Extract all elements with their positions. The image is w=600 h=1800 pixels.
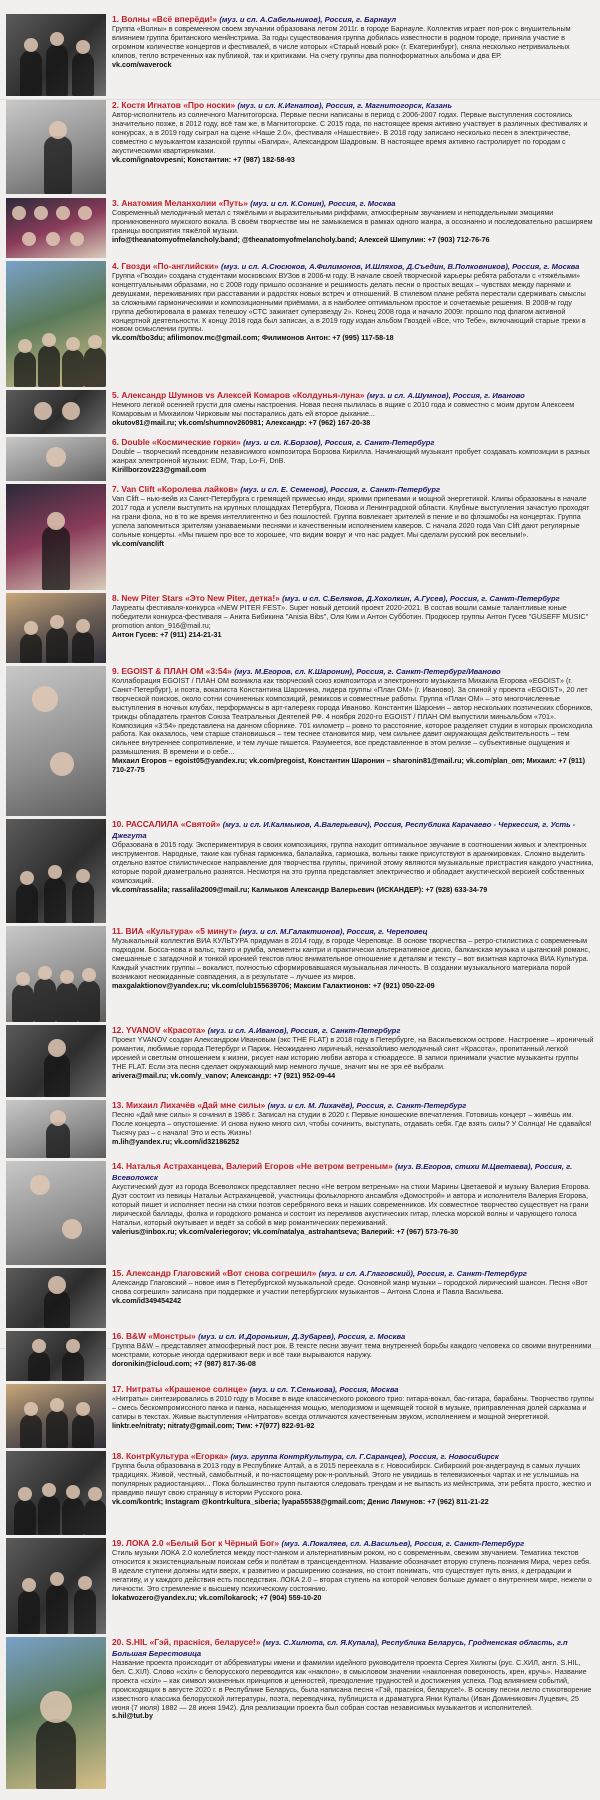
artist-head bbox=[48, 1276, 66, 1294]
band-member-figure bbox=[12, 984, 34, 1022]
artist-head bbox=[32, 686, 58, 712]
entry-credits: (муз. и сл. Е. Семенов), Россия, г. Санкт-Петербург bbox=[240, 485, 441, 494]
entry-contacts: maxgalaktionov@yandex.ru; vk.com/club155639706; Максим Галактионов: +7 (921) 050-22-09 bbox=[112, 980, 435, 990]
artist-head bbox=[62, 1219, 82, 1239]
entry-name: КонтрКультура «Егорка» bbox=[125, 1451, 229, 1461]
entry-name: Анатомия Меланхолии «Путь» bbox=[121, 198, 248, 208]
band-photo bbox=[6, 261, 106, 387]
entry-text bbox=[112, 666, 594, 816]
band-member-head bbox=[22, 232, 36, 246]
band-photo bbox=[6, 1331, 106, 1381]
artist-photo bbox=[6, 666, 106, 816]
entry-text bbox=[112, 1268, 594, 1328]
artist-figure bbox=[44, 136, 72, 194]
entry-description: Музыкальный коллектив ВИА КУЛЬТУРА придуман в 2014 году, в городе Череповце. В основе творчества – ретро-стилистика с современным подходом. Босса-нова и вальс, танго и румба, элементы кантри и практически альтернативное диско, балканская музыка и цыганский романс, смешанные с загадочной и тонкой иронией текстов плюс внимательное отношение к деталям и тексту – вот визитная карточка ВИА Культура. Каждый участник группы – вокалист, полностью сформировавшаяся музыкальная личность. В создании музыкального материала порой возникают неожиданные совпадения, а в результате – лучшее из миров. bbox=[112, 936, 591, 981]
entry-name: Михаил Лихачёв «Дай мне силы» bbox=[125, 1100, 266, 1110]
band-member-head bbox=[48, 865, 62, 879]
band-member-head bbox=[24, 1402, 38, 1416]
entry-number: 9. bbox=[112, 666, 119, 676]
entry-text bbox=[112, 1384, 594, 1448]
artist-head bbox=[50, 1110, 66, 1126]
track-entry-12 bbox=[6, 1025, 594, 1097]
entry-credits: (муз. и сл. И.Калмыков, А.Валерьевич), Россия, Республика Карачаево - Черкессия, г. Усть - Джегута bbox=[112, 820, 576, 840]
entry-contacts: Kirillborzov223@gmail.com bbox=[112, 464, 207, 474]
entry-description: Александр Глаговский – новое имя в Петербургской музыкальной среде. Основной жанр музыки – городской лирический шансон. Песня «Вот снова согрешил» записана при поддержке и участии петербургских музыкантов – Антона Слона и Павла Васильева. bbox=[112, 1278, 588, 1296]
entry-name: Нитраты «Крашеное солнце» bbox=[125, 1384, 248, 1394]
band-member-head bbox=[34, 206, 48, 220]
entry-contacts: vk.com/id349454242 bbox=[112, 1295, 182, 1305]
band-photo bbox=[6, 593, 106, 663]
entry-description: Группа «Волны» в современном своем звучании образована летом 2011г. в городе Барнауле. Коллектив играет поп-рок с внушительным влиянием группа британского менйнстрима. За годы существования группа добилась известности в родном городе, приняла участие в огромном количестве концертов и фестивалей, в числе которых «Старый новый рок» (г. Екатеринбург), сняла несколько нетривиальных клипов, тепло встреченных как публикой, так и критиками. На счету группы два полноформатных альбома и два ЕР. bbox=[112, 24, 571, 60]
entry-number: 18. bbox=[112, 1451, 124, 1461]
entry-credits: (муз. и сл. А.Сабельников), Россия, г. Барнаул bbox=[219, 15, 397, 24]
entry-title bbox=[112, 1161, 594, 1183]
band-photo bbox=[6, 1538, 106, 1634]
band-member-figure bbox=[18, 1590, 40, 1634]
entry-text bbox=[112, 261, 594, 387]
entry-credits: (муз. и сл. А.Шумнов), Россия, г. Иваново bbox=[366, 391, 525, 400]
artist-head bbox=[48, 1039, 66, 1057]
entry-contacts: s.hil@tut.by bbox=[112, 1711, 153, 1721]
entry-text bbox=[112, 1451, 594, 1535]
track-entry-7 bbox=[6, 484, 594, 590]
band-member-figure bbox=[44, 877, 66, 923]
artist-photo bbox=[6, 100, 106, 194]
band-member-head bbox=[88, 335, 102, 349]
artist-figure bbox=[46, 1122, 70, 1158]
band-member-figure bbox=[84, 347, 106, 387]
band-member-figure bbox=[38, 1495, 60, 1535]
entry-text bbox=[112, 1331, 594, 1381]
entry-description: Песню «Дай мне силы» я сочинил в 1986 г. Записал на студии в 2020 г. Первые юношеские впечатления. Готовишь концерт – живёшь им. После концерта – опустошение. И снова нужно много сил, чтобы сочинить, выступать, отдавать себя. Где взять силы? У Солнца! Не сдавайся! Тысячу раз – с начала! Это и есть Жизнь! bbox=[112, 1110, 592, 1137]
entry-credits: (муз. С.Хилюта, сл. Я.Купала), Республика Беларусь, Гродненская область, г.п Большая Берестовица bbox=[112, 1638, 568, 1658]
entry-credits: (муз. и сл. А.Иванов), Россия, г. Санкт-Петербург bbox=[207, 1026, 401, 1035]
band-member-head bbox=[50, 32, 64, 46]
entry-text bbox=[112, 437, 594, 481]
band-member-head bbox=[76, 869, 90, 883]
band-member-head bbox=[76, 619, 90, 633]
band-member-head bbox=[76, 1402, 90, 1416]
band-member-head bbox=[70, 232, 84, 246]
entry-contacts: vk.com/waverock bbox=[112, 59, 172, 69]
band-member-head bbox=[24, 38, 38, 52]
track-entry-8 bbox=[6, 593, 594, 663]
band-member-head bbox=[76, 40, 90, 54]
entry-name: New Piter Stars «Это New Piter, детка!» bbox=[121, 593, 280, 603]
band-member-head bbox=[38, 966, 52, 980]
entry-credits: (муз. и сл. С.Беляков, Д.Хохолкин, А.Гусев), Россия, г. Санкт-Петербург bbox=[282, 594, 560, 603]
track-entry-3 bbox=[6, 198, 594, 258]
entry-credits: (муз. и сл. К.Игнатов), Россия, г. Магнитогорск, Казань bbox=[237, 101, 452, 110]
entry-name: Наталья Астраханцева, Валерий Егоров «Не ветром ветреным» bbox=[125, 1161, 393, 1171]
band-member-figure bbox=[72, 1414, 94, 1448]
track-entry-11 bbox=[6, 926, 594, 1022]
entry-name: Александр Глаговский «Вот снова согрешил» bbox=[125, 1268, 317, 1278]
entry-number: 10. bbox=[112, 819, 124, 829]
entry-name: S.HIL «Гэй, прасніся, беларусе!» bbox=[125, 1637, 261, 1647]
band-member-figure bbox=[46, 44, 68, 96]
entry-number: 2. bbox=[112, 100, 119, 110]
band-member-head bbox=[78, 1576, 92, 1590]
band-member-head bbox=[32, 1339, 46, 1353]
entry-contacts: Антон Гусев: +7 (911) 214-21-31 bbox=[112, 629, 222, 639]
band-member-head bbox=[46, 232, 60, 246]
band-member-head bbox=[56, 206, 70, 220]
singer-figure bbox=[42, 526, 70, 590]
entry-description: Стиль музыки ЛОКА 2.0 колеблется между пост-панком и альтернативным роком, но с современным, свежим звучанием. Тематика текстов относится к экзистенциальным поискам себя и полётам в трансцендентном. Название обозначает вторую ступень познания Мира, через себя. В идеале ступени должны идти вверх, к развитию и расширению сознания, но стоит понимать, что существует путь вниз, к деградации и негативу, и у каждого действия есть последствия. ЛОКА 2.0 – вторая ступень на которой человек больше думает о внутреннем мире, нежели о личности. Это стремление к высшему психическому состоянию. bbox=[112, 1548, 592, 1593]
artist-photo bbox=[6, 1637, 106, 1789]
entry-name: Гвозди «По-английски» bbox=[121, 261, 219, 271]
entry-credits: (муз. и сл. К.Сонин), Россия, г. Москва bbox=[250, 199, 396, 208]
band-photo bbox=[6, 1451, 106, 1535]
entry-name: ЛОКА 2.0 «Белый Бог к Чёрный Бог» bbox=[125, 1538, 280, 1548]
entry-contacts: vk.com/vanclift bbox=[112, 538, 164, 548]
band-member-figure bbox=[72, 631, 94, 663]
track-entry-2 bbox=[6, 100, 594, 194]
artist-head bbox=[49, 121, 67, 139]
entry-name: Волны «Всё вперёди!» bbox=[121, 14, 218, 24]
entry-description: Автор-исполнитель из солнечного Магнитогорска. Первые песни написаны в период с 2006-2007 годах. Первые выступления состоялись значительно позже, в 2012 году, всё там же, в Магнитогорске. С 2015 года, по настоящее время активно участвует в различных фестивалях и конкурсах, а в 2019 году сыграл на сцене «Наше 2.0», фестиваля «Нашествие». В 2018 году записано несколько песен в электричестве, совместно с музыкантом казанской группы «Багира», Александром Шадровым. В настоящее время активно гастролирует по городам с акустическими квартирниками. bbox=[112, 110, 588, 155]
band-member-head bbox=[42, 333, 56, 347]
band-member-head bbox=[18, 339, 32, 353]
entry-text bbox=[112, 926, 594, 1022]
entry-credits: (муз. и сл. И.Доронькин, Д.Зубарев), Россия, г. Москва bbox=[198, 1332, 406, 1341]
entry-name: B&W «Монстры» bbox=[125, 1331, 196, 1341]
entry-number: 11. bbox=[112, 926, 124, 936]
entry-contacts: lokatwozero@yandex.ru; vk.com/lokarock; +7 (904) 559-10-20 bbox=[112, 1592, 322, 1602]
band-member-head bbox=[78, 206, 92, 220]
band-member-figure bbox=[38, 345, 60, 387]
entry-contacts: vk.com/tbo3du; afilimonov.mc@gmail.com; Филимонов Антон: +7 (995) 117-58-18 bbox=[112, 333, 394, 343]
entry-contacts: valerius@inbox.ru; vk.com/valeriegorov; vk.com/natalya_astrahantseva; Валерий: +7 (967) 573-76-30 bbox=[112, 1226, 459, 1236]
band-photo bbox=[6, 819, 106, 923]
track-entry-13 bbox=[6, 1100, 594, 1158]
band-member-head bbox=[66, 1339, 80, 1353]
entry-credits: (муз. и сл. А.Сюсюков, А.Филимонов, И.Шляхов, Д.Съедин, В.Полковников), Россия, г. Москва bbox=[221, 262, 580, 271]
entry-text bbox=[112, 1161, 594, 1265]
band-member-figure bbox=[20, 633, 42, 663]
entry-number: 17. bbox=[112, 1384, 124, 1394]
entry-contacts: m.lih@yandex.ru; vk.com/id32186252 bbox=[112, 1136, 240, 1146]
entry-number: 19. bbox=[112, 1538, 124, 1548]
track-entry-18 bbox=[6, 1451, 594, 1535]
track-entry-6 bbox=[6, 437, 594, 481]
entry-number: 3. bbox=[112, 198, 119, 208]
entry-description: Группа была образована в 2013 году в Республике Алтай, а в 2015 переехала в г. Новосибирск. Сибирский рок-андеграунд в самых лучших традициях. Живой, честный, самобытный, и по-настоящему рок-н-ролльный. Этого не увидишь в телевизионных чартах и не услышишь на популярных радиостанциях... Пока большинство групп пытаются следовать трендам и не выпасть из мейнстрима, эти ребята просто, жестко и правдиво пишут свою страницу в истории Русского рока. bbox=[112, 1461, 592, 1497]
band-member-figure bbox=[78, 980, 100, 1022]
entry-description: «Нитраты» синтезировались в 2010 году в Москве в виде классического рокового трио: гитара-вокал, бас-гитара, барабаны. Творчество группы – смесь бескомпромиссного панка и панка, насыщенная мощью, мелодизмом и щемящей тоской в музыке, приправленная долей сарказма и сатиры в текстах. Живые выступления «Нитратов» всегда отличаются качественным звуком, исполнением и мощной энергетикой. bbox=[112, 1394, 594, 1421]
entry-description: Образована в 2015 году. Экспериментируя в своих композициях, группа находит оптимальное звучание в соотношении живых и электронных инструментов. Народные, такие как губная гармоника, балалайка, гармошка, вольны также присутствуют в аранжировках. Сложно выделить отдельно взятое стилистическое направление для творчества группы, причиной этому являются музыкальные пристрастия каждого участника, которые порой диаметрально разнятся. Несмотря на это группа представляет электричество и обладает акустической версией собственных композиций. bbox=[112, 840, 594, 885]
entry-name: YVANOV «Красота» bbox=[125, 1025, 206, 1035]
entry-description: Акустический дуэт из города Всеволожск представляет песню «Не ветром ветреным» на стихи Марины Цветаевой и музыку Валерия Егорова. Дуэт состоит из певицы Натальи Астраханцевой, участницы фольклорного ансамбля «Домострой» и автора и исполнителя Валерия Егорова, который пишет и исполняет песни на стихи поэтов серебряного века и наших современников. Их совместное творчество существует на грани лирической баллады, фолка и городского романса и состоит из переливов акустических гитар, плеска морской волны и чарующего голоса Натальи, который окутывает и ведёт за собой в мир романтических переживаний. bbox=[112, 1182, 591, 1227]
track-entry-17 bbox=[6, 1384, 594, 1448]
entry-contacts: info@theanatomyofmelancholy.band; @theanatomyofmelancholy.band; Алексей Шипулин: +7 (903) 712-76-76 bbox=[112, 234, 490, 244]
entry-name: Костя Игнатов «Про носки» bbox=[121, 100, 236, 110]
entry-number: 4. bbox=[112, 261, 119, 271]
entry-contacts: doronikin@icloud.com; +7 (987) 817-36-08 bbox=[112, 1358, 256, 1368]
track-entry-14 bbox=[6, 1161, 594, 1265]
entry-credits: (муз. и сл. М.Галактионов), Россия, г. Череповец bbox=[239, 927, 428, 936]
track-entry-9 bbox=[6, 666, 594, 816]
entry-description: Группа «Гвозди» создана студентами московских ВУЗов в 2006-м году. В начале своей творческой карьеры ребята работали с «тяжёлыми» концептуальными образами, но с 2008 году пришло осознание и решимость делать песни о простых вещах – чувствах между парнями и девушками, переживаниях при расставании и радостях новых встреч и отношений. В стилевом плане ребята перестали сдерживать смыслы за сложными гармоническими и композиционными приёмами, а в наиболее оптимальном простое и сочетаемые решения. В 2008-м году группа дебютировала в рамках телешоу «СТС зажигает суперзвезду 2». Конец 2008 года и начало 2009г. прошло под флагом активной концертной деятельности. К концу 2018 года был записан, а в 2019 году издан альбом Гвоздей «Все, что Тебе», включающий старые треки в новом осмыслении группы. bbox=[112, 271, 586, 334]
band-member-figure bbox=[46, 627, 68, 663]
band-member-figure bbox=[56, 982, 78, 1022]
band-member-figure bbox=[16, 883, 38, 923]
entry-text bbox=[112, 484, 594, 590]
band-photo bbox=[6, 484, 106, 590]
artist-photo bbox=[6, 437, 106, 481]
band-member-head bbox=[42, 1483, 56, 1497]
band-member-figure bbox=[72, 52, 94, 96]
band-photo bbox=[6, 1384, 106, 1448]
band-member-figure bbox=[72, 881, 94, 923]
entry-description: Название проекта происходит от аббревиатуры имени и фамилии идейного руководителя проекта Сергея Хилюты (рус. С.ХИЛ, англ. S.HIL, бел. С.ХІЛ). Слово «схіл» с белорусского переводится как «наклон», в смысловом значении «наклонная поверхность, крен, кручь». Название проекта «схіл» – как символ жизненных принципов и ценностей, преодоление трудностей и достижения успеха. Под влиянием событий, происходящих в августе 2020 г. в Республике Беларусь, была написана песня «Гэй, прасніся, беларусе!». В основу песни легло стихотворение известного классика белорусской литературы, поэта, переводчика, публициста и драматурга Янки Купалы (Иван Доминикович Луцевич, 25 июня (7 июля) 1882 — 28 июня 1942). Для реализации проекта был собран состав независимых музыкантов и исполнителей. bbox=[112, 1658, 592, 1712]
entry-text bbox=[112, 14, 594, 96]
entry-name: Van Clift «Королева лайков» bbox=[121, 484, 239, 494]
entry-credits: (муз. группа КонтрКультура, сл. Г.Саранцев), Россия, г. Новосибирск bbox=[230, 1452, 499, 1461]
entry-credits: (муз. и сл. А.Глаговский), Россия, г. Санкт-Петербург bbox=[318, 1269, 527, 1278]
entry-credits: (муз. и сл. М. Лихачёв), Россия, г. Санкт-Петербург bbox=[267, 1101, 467, 1110]
band-member-figure bbox=[46, 1584, 68, 1634]
entry-credits: (муз. М.Егоров, сл. К.Шаронин), Россия, г. Санкт-Петербург/Иваново bbox=[234, 667, 501, 676]
band-member-head bbox=[20, 871, 34, 885]
entry-text bbox=[112, 1025, 594, 1097]
band-member-figure bbox=[84, 1499, 106, 1535]
band-member-figure bbox=[14, 1499, 36, 1535]
track-entry-10 bbox=[6, 819, 594, 923]
singer-head bbox=[47, 512, 65, 530]
entry-contacts: linktr.ee/nitraty; nitraty@gmail.com; Тим: +7(977) 822-91-92 bbox=[112, 1420, 315, 1430]
band-member-figure bbox=[74, 1588, 96, 1634]
entry-credits: (муз. А.Покаляев, сл. А.Васильев), Россия, г. Санкт-Петербург bbox=[281, 1539, 525, 1548]
entry-text bbox=[112, 1538, 594, 1634]
band-member-figure bbox=[28, 1351, 50, 1381]
entry-text bbox=[112, 593, 594, 663]
band-member-figure bbox=[20, 1414, 42, 1448]
entry-text bbox=[112, 1637, 594, 1789]
track-entry-20 bbox=[6, 1637, 594, 1789]
entry-credits: (муз. В.Егоров, стихи М.Цветаева), Россия, г. Всеволожск bbox=[112, 1162, 573, 1182]
track-entry-4 bbox=[6, 261, 594, 387]
band-member-figure bbox=[34, 978, 56, 1022]
entry-description: Проект YVANOV создан Александром Ивановым (экс THE FLAT) в 2018 году в Петербурге, на Васильевском острове. Настроение – ироничный романтик, любимые города Петербург и Париж. Неожиданно лиричный, неназойливо мелодичный синт «Красота», пропитанный легкой иронией и светлым отношением к жизни, рисует нам историю любви автора к стюардессе. В записи принимали участие музыканты группы THE FLAT. Если эта песня сделает окружающий мир немного лучше, значит мы не зря её выбрали. bbox=[112, 1035, 594, 1071]
entry-number: 8. bbox=[112, 593, 119, 603]
entry-contacts: arivera@mail.ru; vk.com/y_vanov; Александр: +7 (921) 952-09-44 bbox=[112, 1070, 336, 1080]
entry-description: Современный мелодичный метал с тяжёлыми и выразительными риффами, атмосферным звучанием и неподдельными эмоциями проникновенного мужского вокала. В своём творчестве мы не замыкаемся в рамках одного жанра, а осознанно и последовательно расширяем границы восприятия тяжёлой музыки. bbox=[112, 208, 593, 235]
track-entry-16 bbox=[6, 1331, 594, 1381]
artist-head bbox=[40, 1691, 72, 1723]
band-member-figure bbox=[62, 349, 84, 387]
entry-number: 16. bbox=[112, 1331, 124, 1341]
track-entry-19 bbox=[6, 1538, 594, 1634]
entry-credits: (муз. и сл. К.Борзов), Россия, г. Санкт-Петербург bbox=[243, 438, 435, 447]
band-member-head bbox=[82, 968, 96, 982]
entry-number: 14. bbox=[112, 1161, 124, 1171]
band-member-head bbox=[50, 615, 64, 629]
band-member-head bbox=[60, 970, 74, 984]
entry-number: 20. bbox=[112, 1637, 124, 1647]
artist-figure bbox=[44, 1290, 70, 1328]
entry-number: 5. bbox=[112, 390, 119, 400]
entry-number: 7. bbox=[112, 484, 119, 494]
entry-text bbox=[112, 1100, 594, 1158]
artist-photo bbox=[6, 1100, 106, 1158]
entry-description: Лауреаты фестиваля-конкурса «NEW PITER FEST». Super новый детский проект 2020-2021. В состав вошли самые талантливые юные победители конкурса-фестиваля – Анита Бибикина "Anisia Bibs", Оля Ким и Антон Субботин. Продюсер группы Антон Гусев "GUSEFF MUSIC" promotion anton_916@mail.ru; bbox=[112, 603, 589, 630]
band-member-figure bbox=[62, 1497, 84, 1535]
band-photo bbox=[6, 926, 106, 1022]
band-member-head bbox=[66, 337, 80, 351]
band-member-head bbox=[22, 1578, 36, 1592]
entry-name: РАССАЛИЛА «Святой» bbox=[125, 819, 221, 829]
entry-number: 12. bbox=[112, 1025, 124, 1035]
entry-description: Double – творческий псевдоним независимого композитора Борзова Кирилла. Начинающий музыкант пробует создавать композиции в разных жанрах электронной музыки: EDM, Trap, Lo-Fi, DnB. bbox=[112, 447, 590, 465]
artist-photo bbox=[6, 1025, 106, 1097]
entry-number: 6. bbox=[112, 437, 119, 447]
entry-text bbox=[112, 198, 594, 258]
entry-number: 1. bbox=[112, 14, 119, 24]
band-member-head bbox=[50, 1572, 64, 1586]
entry-title bbox=[112, 819, 594, 841]
entry-name: EGOIST & ПЛАН ОМ «3:54» bbox=[121, 666, 232, 676]
band-member-figure bbox=[62, 1351, 84, 1381]
entry-credits: (муз. и сл. Т.Сенькова), Россия, Москва bbox=[249, 1385, 399, 1394]
band-photo bbox=[6, 198, 106, 258]
artist-head bbox=[30, 1175, 50, 1195]
entry-contacts: vk.com/kontrk; Instagram @kontrkultura_siberia; lyapa55538@gmail.com; Денис Лямунов: +7 (962) 811-21-22 bbox=[112, 1496, 489, 1506]
entry-text bbox=[112, 100, 594, 194]
band-member-head bbox=[16, 972, 30, 986]
entry-contacts: okutov81@mail.ru; vk.com/shumnov260981; Александр: +7 (962) 167-20-38 bbox=[112, 417, 371, 427]
entry-name: Александр Шумнов vs Алексей Комаров «Колдунья-луна» bbox=[121, 390, 365, 400]
duo-photo bbox=[6, 1161, 106, 1265]
band-member-figure bbox=[20, 50, 42, 96]
band-member-head bbox=[88, 1487, 102, 1501]
track-entry-1 bbox=[6, 14, 594, 96]
band-member-head bbox=[18, 1487, 32, 1501]
entry-contacts: vk.com/ignatovpesni; Константин: +7 (987) 182-58-93 bbox=[112, 154, 295, 164]
artist-photo bbox=[6, 1268, 106, 1328]
entry-name: ВИА «Культура» «5 минут» bbox=[125, 926, 238, 936]
entry-text bbox=[112, 819, 594, 923]
band-photo bbox=[6, 14, 106, 96]
artist-head bbox=[46, 447, 66, 467]
entry-name: Double «Космические горки» bbox=[121, 437, 241, 447]
entry-text bbox=[112, 390, 594, 434]
artist-head bbox=[34, 402, 52, 420]
band-member-head bbox=[66, 1485, 80, 1499]
entry-number: 13. bbox=[112, 1100, 124, 1110]
entry-description: Коллаборация EGOIST / ПЛАН ОМ возникла как творческий союз композитора и электронного музыканта Михаила Егорова «EGOIST» (г. Санкт-Петербург), и поэта, вокалиста Константина Шаронина, лидера группы «План ОМ» (г. Иваново). За спиной у проекта «EGOIST», 20 лет творческой поисков, около сотни сочиненных композиций, ремиксов и совместные работы. Группа «План ОМ» – это многочисленные выступления в ночных клубах, перформансы в арт-галереях города Иваново. Константин Шаронин – автор нескольких поэтических сборников, трижды обладатель грантов Союза Театральных Деятелей РФ. 4 ноября 2020-го EGOIST / ПЛАН ОМ выпустили миньальбом «701». Композиция «3:54» представлена на данном сборнике. 701 километр – ровно то расстояние, которое разделяет студии в которых происходила работа. Как оказалось, чем старше становишься – тем теснее становится мир, чем сильнее давит окружающая действительность – тем сильнее внутреннее сопротивление, и тем лучше пишется. Разумеется, все представленное в этом релизе – субъективные ощущения и размышления. В времени и о себе... bbox=[112, 676, 593, 757]
entry-contacts: vk.com/rassalila; rassalila2009@mail.ru; Калмыков Александр Валерьевич (ИСКАНДЕР): +7 (928) 633-34-79 bbox=[112, 884, 488, 894]
entry-description: Van Clift – нью-вейв из Санкт-Петербурга с гремящей примесью инди, яркими припевами и мощной энергетикой. Клипы образованы в начале 2017 года и успели выступить на крупных площадках Петербурга, Пскова и Ленинградской области. Клубные выступления зачастую проходят на грани фола, но в то же время интеллигентно и без пошлостей. Группа вовлекает зрителей в пение и во флэшмобы на концертах. Группа успела запомниться зрителям узнаваемыми песнями и качественным исполнением каверов. С начала 2020 года Van Clift дают регулярные сольные концерты. «Мы пишем про все то хорошее, что видим вокруг и что нас радует. Мы сделали русский рок веселым!». bbox=[112, 494, 590, 539]
track-entry-15 bbox=[6, 1268, 594, 1328]
artist-head bbox=[62, 402, 80, 420]
artist-figure bbox=[44, 1053, 70, 1097]
band-member-head bbox=[12, 206, 26, 220]
artist-figure bbox=[36, 1719, 76, 1789]
band-member-figure bbox=[46, 1410, 68, 1448]
entry-title bbox=[112, 1637, 594, 1659]
entry-description: Немного легкой осенней грусти для смены настроения. Новая песня пылилась в ящике с 2010 года и совместно с моим другом Алексеем Комаровым и Михаилом Чирковым мы постарались дать ей второе дыхание... bbox=[112, 400, 575, 418]
band-member-head bbox=[50, 1398, 64, 1412]
entry-contacts: Михаил Егоров – egoist05@yandex.ru; vk.com/pregoist, Константин Шаронин – sharonin81@mail.ru; vk.com/plan_om; Михаил: +7 (911) 710-27-75 bbox=[112, 756, 585, 775]
entry-description: Группа B&W – представляет атмосферный пост рок. В тексте песни звучит тема внутренней борьбы каждого человека со своими внутренними монстрами, которые иногда одерживают верх и всё таки вырываются наружу. bbox=[112, 1341, 592, 1359]
entry-number: 15. bbox=[112, 1268, 124, 1278]
track-entry-5 bbox=[6, 390, 594, 434]
band-member-figure bbox=[14, 351, 36, 387]
artist-head bbox=[50, 752, 74, 776]
band-member-head bbox=[24, 621, 38, 635]
artist-photo bbox=[6, 390, 106, 434]
